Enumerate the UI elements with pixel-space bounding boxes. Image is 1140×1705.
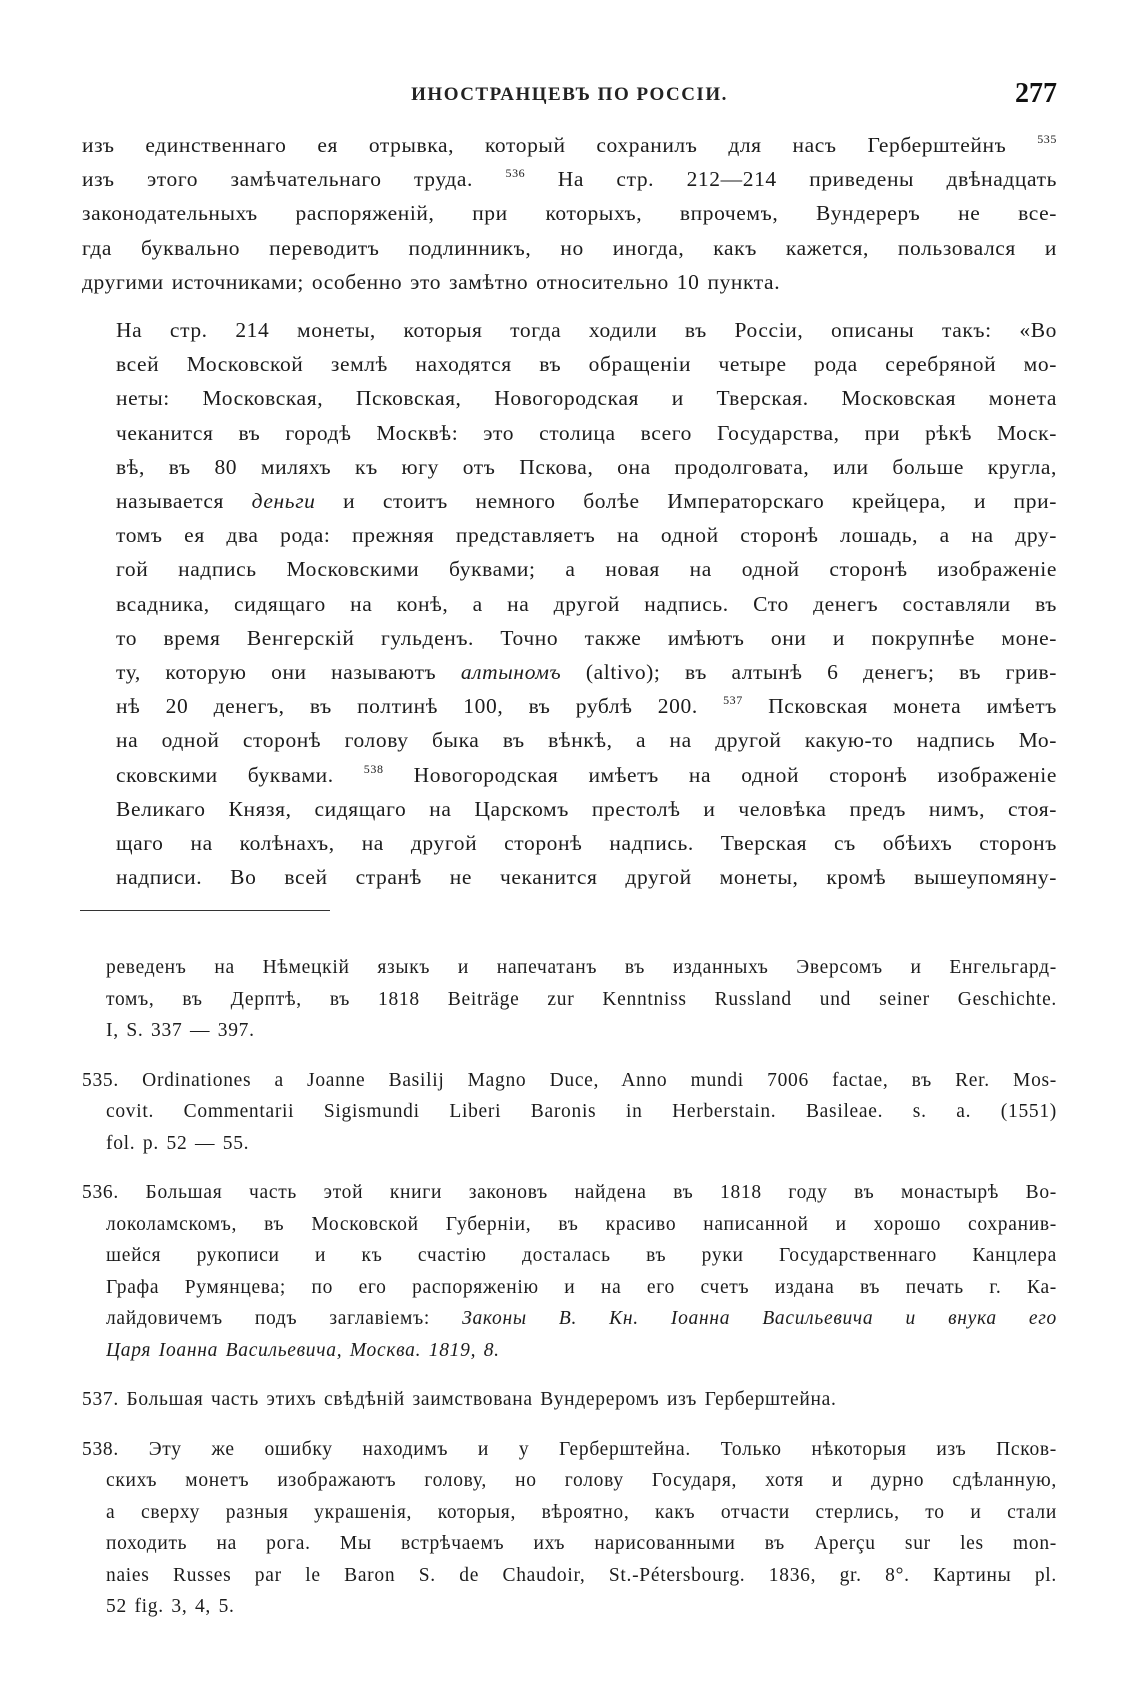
footnote-line: лайдовичемъ подъ заглавіемъ: Законы В. Кн. Іоанна Васильевича и внука его	[106, 1308, 1057, 1329]
text-line: На стр. 214 монеты, которыя тогда ходили въ Россіи, описаны такъ: «Во	[116, 318, 1057, 343]
footnote-line: covit. Commentarii Sigismundi Liberi Baronis in Herberstain. Basileae. s. a. (1551)	[106, 1101, 1057, 1122]
footnote-line: а сверху разныя украшенія, которыя, вѣроятно, какъ отчасти стерлись, то и стали	[106, 1501, 1057, 1523]
footnote-line: 52 fig. 3, 4, 5.	[106, 1596, 235, 1617]
italic-book-title: Законы В. Кн. Іоанна Васильевича и внука его	[462, 1308, 1057, 1329]
text-line: всадника, сидящаго на конѣ, а на другой надпись. Сто денегъ составляли въ	[116, 591, 1057, 616]
text-line: нѣ 20 денегъ, въ полтинѣ 100, въ рублѣ 200. $^{537}$ Псковская монета имѣетъ	[116, 693, 1057, 719]
footnotes	[82, 952, 1057, 1641]
footnote-separator-rule	[80, 910, 330, 911]
text-line: чеканится въ городѣ Москвѣ: это столица всего Государства, при рѣкѣ Моск-	[116, 420, 1057, 445]
footnote-line: шейся рукописи и къ счастію досталась въ руки Государственнаго Канцлера	[106, 1245, 1057, 1266]
footnote-ref-538[interactable]: 538	[363, 761, 384, 776]
text-line: томъ ея два рода: прежняя представляетъ на одной сторонѣ лошадь, а на дру-	[116, 523, 1057, 548]
footnote-538	[82, 1434, 1057, 1623]
footnote-535	[82, 1065, 1057, 1160]
italic-term-dengi: деньги	[251, 489, 316, 514]
footnote-ref-536[interactable]: 536	[505, 166, 526, 181]
footnote-ref-537[interactable]: 537	[723, 693, 743, 708]
footnote-number: 535.	[82, 1069, 119, 1091]
footnote-continuation	[82, 952, 1057, 1047]
footnote-line: 538. Эту же ошибку находимъ и у Герберштейна. Только нѣкоторыя изъ Псков-	[82, 1438, 1057, 1460]
text-line: другими источниками; особенно это замѣтно относительно 10 пункта.	[82, 269, 781, 294]
text-line: щаго на колѣнахъ, на другой сторонѣ надпись. Тверская съ обѣихъ сторонъ	[116, 831, 1057, 856]
footnote-ref-535[interactable]: 535	[1037, 132, 1057, 146]
footnote-line: походить на рога. Мы встрѣчаемъ ихъ нарисованными въ Aperçu sur les mon-	[106, 1533, 1057, 1554]
text-line: всей Московской землѣ находятся въ обращеніи четыре рода серебряной мо-	[116, 352, 1057, 377]
text-line: сковскими буквами. $^{538}$ Новогородская имѣетъ на одной сторонѣ изображеніе	[116, 761, 1057, 787]
footnote-line: Графа Румянцева; по его распоряженію и на его счетъ издана въ печать г. Ка-	[106, 1276, 1057, 1298]
footnote-537	[82, 1384, 1057, 1416]
text-line: ту, которую они называютъ алтыномъ (altivo); въ алтынѣ 6 денегъ; въ грив-	[116, 660, 1057, 685]
footnote-line: naies Russes par le Baron S. de Chaudoir, St.-Pétersbourg. 1836, gr. 8°. Картины pl.	[106, 1564, 1057, 1586]
page-number: 277	[1015, 78, 1057, 109]
text-line: вѣ, въ 80 миляхъ къ югу отъ Пскова, она продолговата, или больше кругла,	[116, 454, 1057, 479]
footnote-line: 537. Большая часть этихъ свѣдѣній заимствована Вундереромъ изъ Герберштейна.	[82, 1389, 837, 1410]
main-text	[82, 128, 1057, 894]
text-line: надписи. Во всей странѣ не чеканится другой монеты, кромѣ вышеупомяну-	[116, 865, 1057, 890]
footnote-line: fol. p. 52 — 55.	[106, 1132, 250, 1154]
running-head	[82, 78, 1057, 118]
footnote-line: реведенъ на Нѣмецкій языкъ и напечатанъ въ изданныхъ Эверсомъ и Енгельгард-	[106, 957, 1057, 978]
footnote-536	[82, 1177, 1057, 1366]
footnote-number: 536.	[82, 1182, 119, 1203]
text-line: изъ единственнаго ея отрывка, который сохранилъ для насъ Герберштейнъ $^{535}$	[82, 132, 1057, 157]
text-line: на одной сторонѣ голову быка въ вѣнкѣ, а на другой какую-то надпись Мо-	[116, 728, 1057, 753]
text-line: неты: Московская, Псковская, Новогородская и Тверская. Московская монета	[116, 386, 1057, 411]
text-line: изъ этого замѣчательнаго труда. $^{536}$ На стр. 212—214 приведены двѣнадцать	[82, 166, 1057, 192]
footnote-line: 536. Большая часть этой книги законовъ найдена въ 1818 году въ монастырѣ Во-	[82, 1182, 1057, 1203]
italic-term-altynom: алтыномъ	[460, 660, 562, 685]
footnote-number: 538.	[82, 1438, 119, 1460]
text-line: гда буквально переводитъ подлинникъ, но иногда, какъ кажется, пользовался и	[82, 235, 1057, 260]
footnote-line: I, S. 337 — 397.	[106, 1020, 255, 1041]
footnote-line	[106, 1335, 1057, 1367]
paragraph-2	[82, 313, 1057, 894]
text-line: называется деньги и стоитъ немного болѣе Императорскаго крейцера, и при-	[116, 489, 1057, 514]
text-line: Великаго Князя, сидящаго на Царскомъ престолѣ и человѣка предъ нимъ, стоя-	[116, 796, 1057, 821]
paragraph-1	[82, 128, 1057, 299]
footnote-line: локоламскомъ, въ Московской Губерніи, въ красиво написанной и хорошо сохранив-	[106, 1213, 1057, 1235]
italic-book-title-cont: Царя Іоанна Васильевича, Москва. 1819, 8.	[106, 1339, 500, 1361]
text-line: то время Венгерскій гульденъ. Точно также имѣютъ они и покрупнѣе моне-	[116, 625, 1057, 650]
footnote-line: томъ, въ Дерптѣ, въ 1818 Beiträge zur Kenntniss Russland und seiner Geschichte.	[106, 988, 1057, 1010]
text-line: законодательныхъ распоряженій, при которыхъ, впрочемъ, Вундереръ не все-	[82, 201, 1057, 226]
footnote-line: скихъ монетъ изображаютъ голову, но голову Государя, хотя и дурно сдѣланную,	[106, 1470, 1057, 1491]
footnote-line: 535. Ordinationes a Joanne Basilij Magno Duce, Anno mundi 7006 factae, въ Rer. Mos-	[82, 1069, 1057, 1091]
footnote-number: 537.	[82, 1389, 119, 1410]
running-title: ИНОСТРАНЦЕВЪ ПО РОССІИ.	[411, 84, 728, 105]
text-line: гой надпись Московскими буквами; а новая на одной сторонѣ изображеніе	[116, 557, 1057, 582]
